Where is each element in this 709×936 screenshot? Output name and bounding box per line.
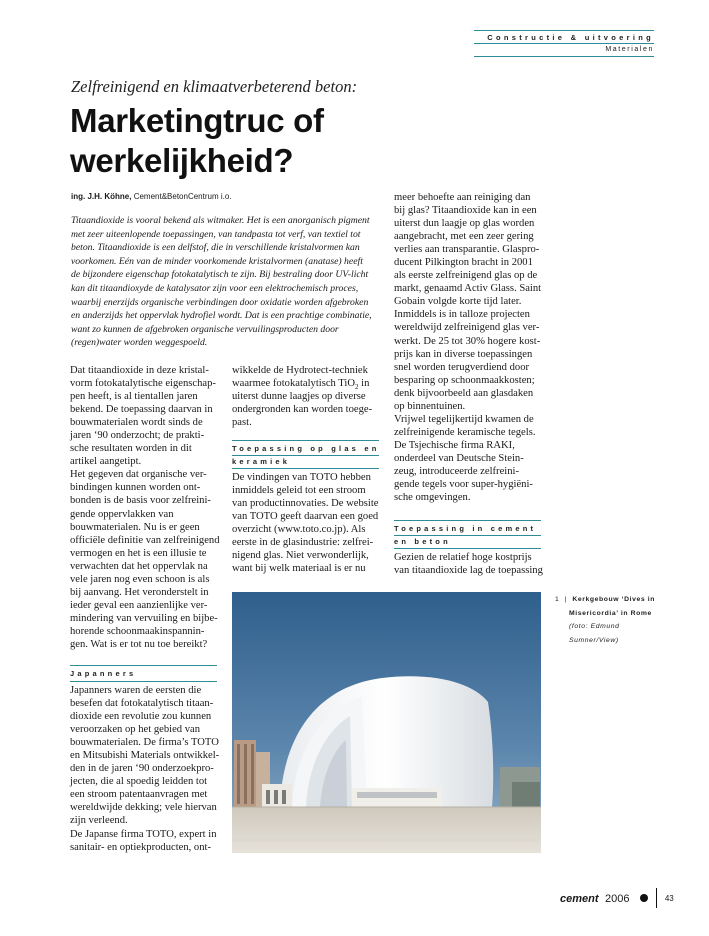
col1-subhead-rule-top — [70, 665, 217, 666]
header-rule-middle — [474, 43, 654, 44]
col2-para1-subscript: 2 — [354, 383, 359, 392]
figure-title-line2: Misericordia’ in Rome — [569, 609, 652, 617]
col2-para1-end: in uiterst dunne laagjes op diverse ondergronden kan worden toege- past. — [232, 378, 373, 429]
article-title — [70, 101, 324, 181]
col2-para2: De vindingen van TOTO hebben inmiddels geleid tot een stroom van productinnovaties. De website van TOTO geeft daarvan een goed overzicht (www.toto.co.jp). Als eerste in de glasindustrie: zelfrei- nigend glas. Niet verwonderlijk, want bij welk materiaal is er nu — [232, 472, 379, 575]
col3-heading-line1: Toepassing in cement — [394, 524, 537, 533]
figure-separator: | — [564, 596, 567, 603]
col3-subhead — [394, 520, 541, 548]
footer-year: 2006 — [604, 893, 630, 906]
col3-subhead-rule-bottom — [394, 548, 541, 549]
col2-heading-line2: keramiek — [232, 457, 291, 466]
church-photo — [232, 592, 541, 853]
col3-subhead-rule-middle — [394, 535, 541, 536]
article-title-line2: werkelijkheid? — [70, 142, 294, 179]
footer — [560, 888, 674, 910]
author-org: Cement&BetonCentrum i.o. — [133, 192, 232, 201]
figure-number: 1 — [555, 596, 559, 603]
col2-subhead-rule-top — [232, 440, 379, 441]
col2-subhead — [232, 440, 379, 468]
figure-title-line1: Kerkgebouw ‘Dives in — [572, 596, 655, 603]
col1-subhead — [70, 665, 217, 685]
church-photo-image — [232, 592, 541, 853]
col3-para2: Gezien de relatief hoge kostprijs van titaandioxide lag de toepassing — [394, 552, 543, 577]
article-kicker: Zelfreinigend en klimaatverbeterend beton: — [71, 77, 358, 96]
header-section: Constructie & uitvoering — [487, 33, 654, 42]
col1-para2: Japanners waren de eersten die besefen dat fotokatalytisch titaan- dioxide een revolutie zou kunnen veroorzaken op het gebied van bouwmaterialen. De firma’s TOTO en Mitsubishi Materials ontwikkel- den in de jaren ‘90 onderzoekpro- jecten, die al spoedig leidden tot een stroom patentaanvragen met wereldwijde dekking; vele hiervan zijn verleend. De Japanse firma TOTO, expert in sanitair- en optiekproducten, ont- — [70, 685, 220, 853]
figure-caption — [555, 593, 655, 647]
col2-subhead-rule-bottom — [232, 468, 379, 469]
col1-para1: Dat titaandioxide in deze kristal- vorm fotokatalytische eigenschap- pen heeft, is al tientallen jaren bekend. De toepassing daarvan in bouwmaterialen wordt sinds de jaren ‘90 onderzocht; de prakti- sche resultaten worden in dit artikel aangetipt. Het gegeven dat organische ver- bindingen kunnen worden ont- bonden is de basis voor zelfreini- gende oppervlakken van bouwmaterialen. Nu is er geen officiële definitie van zelfreinigend vermogen en het is een illusie te verwachten dat het oppervlak na vele jaren nog even schoon is als bij aanvang. Het veronderstelt in ieder geval een aanzienlijke ver- mindering van vervuiling en bijbe- horende schoonmaakinspannin- gen. Wat is er tot nu toe bereikt? — [70, 365, 220, 650]
article-title-line1: Marketingtruc of — [70, 102, 324, 139]
col1-heading: Japanners — [70, 669, 137, 678]
col3-heading-line2: en beton — [394, 537, 451, 546]
col2-para1 — [232, 364, 382, 429]
figure-credit-line1: (foto: Edmund — [569, 623, 620, 630]
header-rule-top — [474, 30, 654, 31]
header-rule-bottom — [474, 56, 654, 57]
col2-para1-start: wikkelde de Hydrotect-techniek waarmee fotokatalytisch TiO — [232, 365, 368, 390]
author-byline — [71, 192, 232, 201]
article-abstract: Titaandioxide is vooral bekend als witmaker. Het is een anorganisch pigment met zeer uiteenlopende toepassingen, van tandpasta tot verf, van textiel tot beton. Titaandioxide is een delfstof, die in verschillende kristalvormen kan voorkomen. Eén van de minder voorkomende kristalvormen (anatase) heeft de bijzondere eigenschap fotokatalytisch te zijn. Bij bestraling door UV-licht kan dit titaandioxyde de katalysator zijn voor een elektrochemisch proces, waarbij enerzijds organische verbindingen door oxidatie worden afgebroken en anderzijds het oppervlak hydrofiel wordt. Dat is een prachtige combinatie, want zo kunnen de afgebroken organische vervuilingsproducten door (regen)water worden weggespoeld. — [71, 215, 372, 349]
header-subsection: Materialen — [605, 46, 654, 53]
col3-subhead-rule-top — [394, 520, 541, 521]
footer-divider — [656, 888, 657, 908]
footer-page: 43 — [664, 893, 674, 903]
figure-caption-line1 — [555, 593, 655, 607]
figure-credit-line2: Sumner/View) — [569, 636, 619, 644]
col3-para1: meer behoefte aan reiniging dan bij glas? Titaandioxide kan in een uiterst dun laagje op glas worden aangebracht, met een zeer gering verlies aan transparantie. Glaspro- ducent Pilkington bracht in 2001 als eerste zelfreinigend glas op de markt, genaamd Activ Glass. Saint Gobain volgde korte tijd later. Inmiddels is in talloze projecten wereldwijd zelfreinigend glas ver- werkt. De 25 tot 30% hogere kost- prijs kan in diverse toepassingen snel worden terugverdiend door besparing op schoonmaakkosten; denk bijvoorbeeld aan glasdaken op binnentuinen. Vrijwel tegelijkertijd kwamen de zelfreinigende keramische tegels. De Tsjechische firma RAKI, onderdeel van Deutsche Stein- zeug, introduceerde zelfreini- gende tegels voor super-hygiëni- sche omgevingen. — [394, 192, 542, 504]
col2-heading-line1: Toepassing op glas en — [232, 444, 380, 453]
footer-logo-icon — [640, 894, 648, 902]
col1-subhead-rule-bottom — [70, 681, 217, 682]
col2-subhead-rule-middle — [232, 455, 379, 456]
author-name: ing. J.H. Köhne, — [71, 192, 132, 201]
footer-magazine: cement — [560, 893, 599, 906]
